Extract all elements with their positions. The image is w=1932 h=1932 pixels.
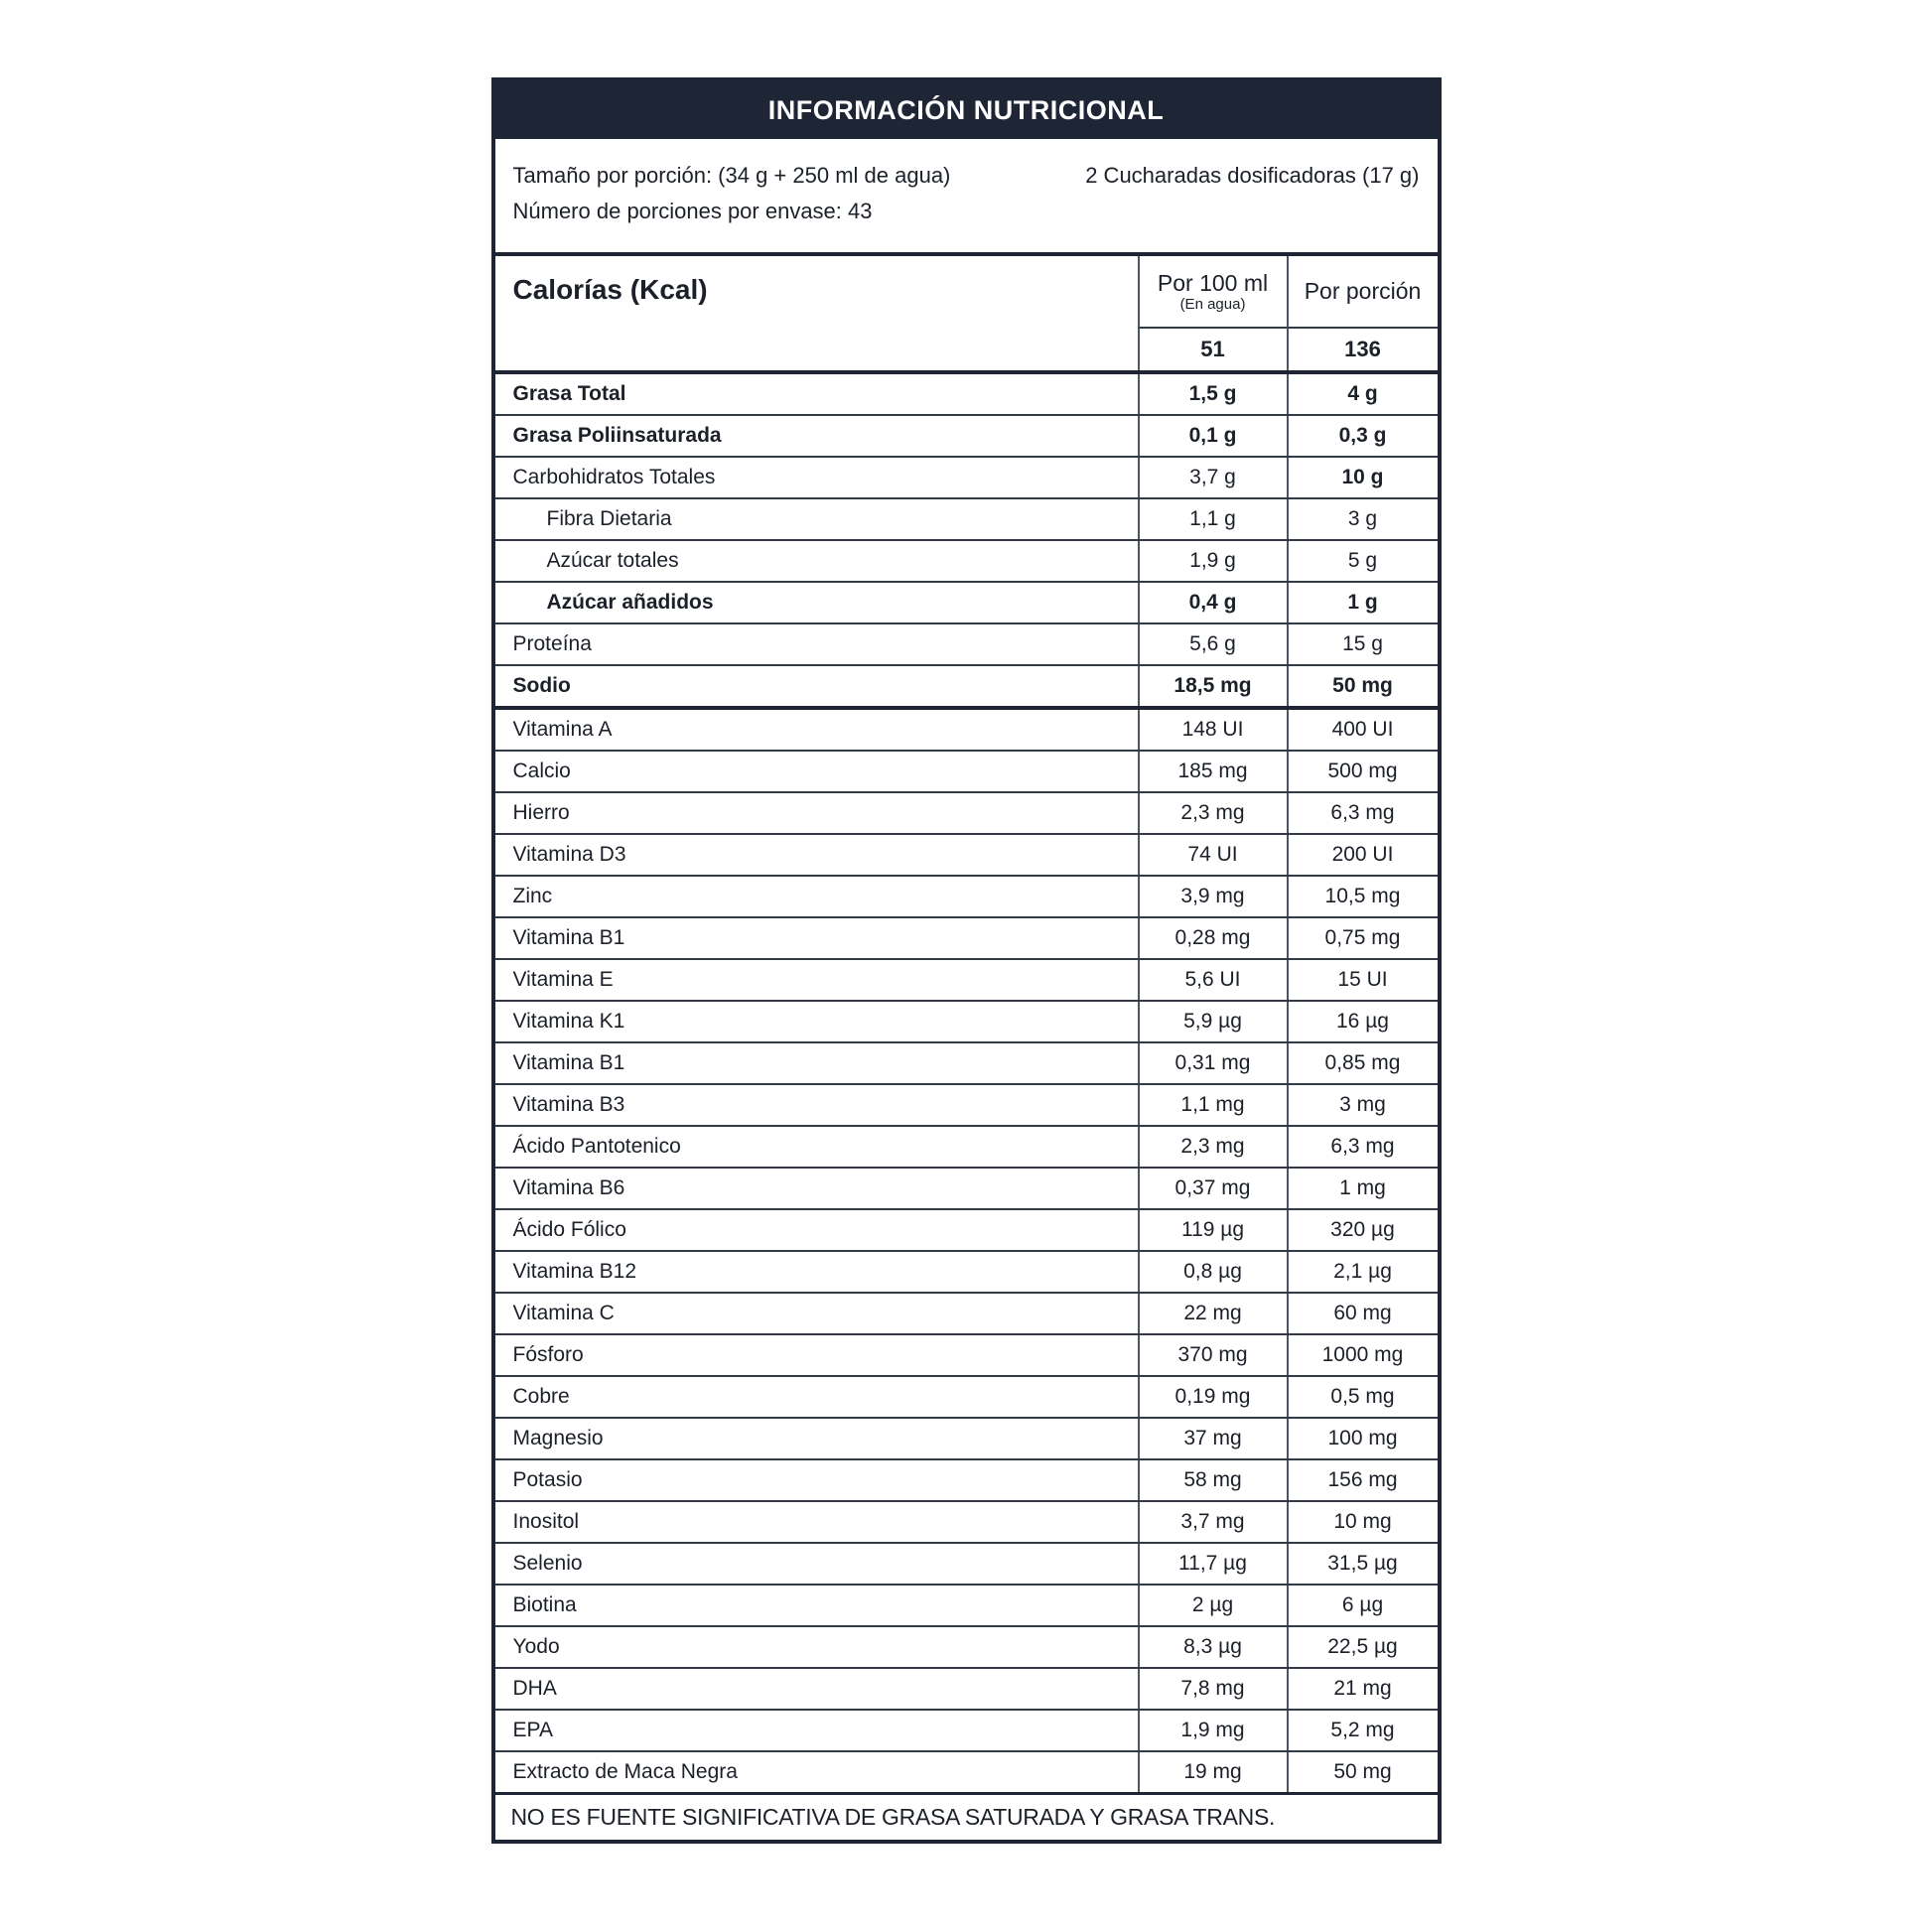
value-per-100ml: 185 mg <box>1138 752 1287 791</box>
per-100ml-header-text: Por 100 ml <box>1157 269 1269 296</box>
nutrient-label: Grasa Poliinsaturada <box>512 424 722 447</box>
servings-per-container-text: Número de porciones por envase: 43 <box>512 199 873 223</box>
nutrient-label: Cobre <box>512 1385 570 1408</box>
value-per-serving: 15 g <box>1287 624 1438 664</box>
rows-container <box>495 374 1438 1792</box>
table-row <box>495 1294 1438 1335</box>
nutrient-label: Fósforo <box>512 1343 584 1366</box>
table-row <box>495 1002 1438 1043</box>
value-per-100ml: 2,3 mg <box>1138 1127 1287 1167</box>
nutrient-label: Biotina <box>512 1593 577 1616</box>
value-per-serving: 320 µg <box>1287 1210 1438 1250</box>
table-row <box>495 416 1438 458</box>
nutrient-label: DHA <box>512 1677 557 1700</box>
value-per-100ml: 1,1 g <box>1138 499 1287 539</box>
value-per-100ml: 3,7 mg <box>1138 1502 1287 1542</box>
table-row <box>495 1127 1438 1169</box>
value-per-serving: 4 g <box>1287 374 1438 414</box>
calories-value-per-100ml: 51 <box>1138 327 1287 370</box>
nutrient-label: Magnesio <box>512 1427 604 1449</box>
per-serving-header-text: Por porción <box>1304 278 1422 304</box>
calories-section <box>495 256 1438 374</box>
table-row <box>495 960 1438 1002</box>
nutrient-label: Azúcar totales <box>546 549 679 572</box>
table-row <box>495 583 1438 624</box>
value-per-100ml: 119 µg <box>1138 1210 1287 1250</box>
nutrient-label: Proteína <box>512 632 592 655</box>
value-per-serving: 22,5 µg <box>1287 1627 1438 1667</box>
serving-line-1 <box>513 163 1420 189</box>
table-row <box>495 877 1438 918</box>
nutrient-label: Vitamina B3 <box>512 1093 625 1116</box>
table-row <box>495 1752 1438 1792</box>
value-per-100ml: 8,3 µg <box>1138 1627 1287 1667</box>
value-per-100ml: 19 mg <box>1138 1752 1287 1792</box>
value-per-serving: 21 mg <box>1287 1669 1438 1709</box>
table-title-bar <box>495 81 1438 139</box>
value-per-100ml: 5,6 g <box>1138 624 1287 664</box>
table-row <box>495 918 1438 960</box>
scoops-text: 2 Cucharadas dosificadoras (17 g) <box>1085 163 1420 188</box>
table-row <box>495 1586 1438 1627</box>
value-per-100ml: 5,6 UI <box>1138 960 1287 1000</box>
value-per-100ml: 0,31 mg <box>1138 1043 1287 1083</box>
table-row <box>495 710 1438 752</box>
table-row <box>495 1460 1438 1502</box>
calories-value-per-serving: 136 <box>1287 327 1438 370</box>
table-row <box>495 1627 1438 1669</box>
table-row <box>495 835 1438 877</box>
value-per-100ml: 0,37 mg <box>1138 1169 1287 1208</box>
value-per-100ml: 5,9 µg <box>1138 1002 1287 1041</box>
table-row <box>495 1043 1438 1085</box>
portion-size-text: Tamaño por porción: (34 g + 250 ml de agua) <box>512 163 951 188</box>
value-per-serving: 31,5 µg <box>1287 1544 1438 1584</box>
serving-line-2 <box>513 199 1420 224</box>
table-row <box>495 752 1438 793</box>
value-per-100ml: 3,7 g <box>1138 458 1287 497</box>
table-title: INFORMACIÓN NUTRICIONAL <box>767 94 1165 125</box>
table-row <box>495 1210 1438 1252</box>
nutrient-label: Vitamina B1 <box>512 1051 625 1074</box>
nutrient-label: Vitamina B12 <box>512 1260 637 1283</box>
value-per-100ml: 0,8 µg <box>1138 1252 1287 1292</box>
table-row <box>495 1252 1438 1294</box>
value-per-serving: 50 mg <box>1287 1752 1438 1792</box>
nutrient-label: Carbohidratos Totales <box>512 466 716 488</box>
value-per-serving: 10 mg <box>1287 1502 1438 1542</box>
nutrient-label: Yodo <box>512 1635 560 1658</box>
nutrient-label: Vitamina E <box>512 968 614 991</box>
nutrient-label: Ácido Pantotenico <box>512 1135 681 1158</box>
value-per-serving: 500 mg <box>1287 752 1438 791</box>
value-per-serving: 0,3 g <box>1287 416 1438 456</box>
nutrient-label: Vitamina B6 <box>512 1176 625 1199</box>
value-per-serving: 2,1 µg <box>1287 1252 1438 1292</box>
value-per-100ml: 2 µg <box>1138 1586 1287 1625</box>
nutrient-label: Potasio <box>512 1468 583 1491</box>
value-per-serving: 1 mg <box>1287 1169 1438 1208</box>
value-per-100ml: 74 UI <box>1138 835 1287 875</box>
value-per-serving: 6,3 mg <box>1287 1127 1438 1167</box>
value-per-100ml: 0,4 g <box>1138 583 1287 622</box>
footer-note <box>495 1792 1438 1840</box>
value-per-100ml: 37 mg <box>1138 1419 1287 1458</box>
nutrient-label: Vitamina K1 <box>512 1010 625 1033</box>
nutrient-label: Azúcar añadidos <box>546 591 714 614</box>
nutrient-label: Zinc <box>512 885 553 907</box>
value-per-100ml: 11,7 µg <box>1138 1544 1287 1584</box>
nutrient-label: Extracto de Maca Negra <box>512 1760 738 1783</box>
value-per-serving: 16 µg <box>1287 1002 1438 1041</box>
per-100ml-subheader-text: (En agua) <box>1179 295 1246 313</box>
table-row <box>495 1377 1438 1419</box>
value-per-100ml: 0,19 mg <box>1138 1377 1287 1417</box>
value-per-serving: 400 UI <box>1287 710 1438 750</box>
calories-label: Calorías (Kcal) <box>512 274 708 305</box>
column-header-per-serving <box>1287 256 1438 327</box>
table-row <box>495 624 1438 666</box>
value-per-serving: 10,5 mg <box>1287 877 1438 916</box>
value-per-serving: 0,75 mg <box>1287 918 1438 958</box>
nutrient-label: Grasa Total <box>512 382 626 405</box>
nutrient-label: Hierro <box>512 801 570 824</box>
table-row <box>495 1502 1438 1544</box>
value-per-serving: 10 g <box>1287 458 1438 497</box>
column-header-per-100ml <box>1138 256 1287 327</box>
table-row <box>495 541 1438 583</box>
table-row <box>495 1544 1438 1586</box>
value-per-serving: 200 UI <box>1287 835 1438 875</box>
value-per-100ml: 1,9 mg <box>1138 1711 1287 1750</box>
table-row <box>495 374 1438 416</box>
value-per-serving: 5,2 mg <box>1287 1711 1438 1750</box>
value-per-100ml: 18,5 mg <box>1138 666 1287 706</box>
nutrient-label: EPA <box>512 1719 553 1741</box>
value-per-100ml: 2,3 mg <box>1138 793 1287 833</box>
value-per-serving: 0,85 mg <box>1287 1043 1438 1083</box>
table-row <box>495 1669 1438 1711</box>
value-per-100ml: 0,28 mg <box>1138 918 1287 958</box>
value-per-100ml: 7,8 mg <box>1138 1669 1287 1709</box>
value-per-serving: 50 mg <box>1287 666 1438 706</box>
nutrient-label: Vitamina A <box>512 718 613 741</box>
value-per-serving: 6 µg <box>1287 1586 1438 1625</box>
value-per-serving: 6,3 mg <box>1287 793 1438 833</box>
value-per-serving: 156 mg <box>1287 1460 1438 1500</box>
table-row <box>495 793 1438 835</box>
table-row <box>495 1085 1438 1127</box>
value-per-100ml: 1,9 g <box>1138 541 1287 581</box>
value-per-serving: 0,5 mg <box>1287 1377 1438 1417</box>
nutrient-label: Sodio <box>512 674 571 697</box>
value-per-100ml: 0,1 g <box>1138 416 1287 456</box>
table-row <box>495 1335 1438 1377</box>
table-row <box>495 499 1438 541</box>
nutrition-table <box>491 77 1442 1844</box>
value-per-serving: 5 g <box>1287 541 1438 581</box>
value-per-100ml: 22 mg <box>1138 1294 1287 1333</box>
value-per-100ml: 1,5 g <box>1138 374 1287 414</box>
value-per-serving: 1000 mg <box>1287 1335 1438 1375</box>
value-per-100ml: 3,9 mg <box>1138 877 1287 916</box>
table-row <box>495 666 1438 710</box>
value-per-serving: 3 g <box>1287 499 1438 539</box>
value-per-100ml: 370 mg <box>1138 1335 1287 1375</box>
nutrient-label: Ácido Fólico <box>512 1218 626 1241</box>
table-row <box>495 1711 1438 1752</box>
nutrient-label: Vitamina D3 <box>512 843 626 866</box>
value-per-serving: 1 g <box>1287 583 1438 622</box>
nutrient-label: Inositol <box>512 1510 580 1533</box>
value-per-100ml: 148 UI <box>1138 710 1287 750</box>
table-row <box>495 458 1438 499</box>
nutrient-label: Vitamina B1 <box>512 926 625 949</box>
nutrient-label: Selenio <box>512 1552 583 1575</box>
value-per-100ml: 1,1 mg <box>1138 1085 1287 1125</box>
table-row <box>495 1169 1438 1210</box>
nutrient-label: Vitamina C <box>512 1302 615 1324</box>
value-per-serving: 15 UI <box>1287 960 1438 1000</box>
value-per-serving: 3 mg <box>1287 1085 1438 1125</box>
value-per-serving: 100 mg <box>1287 1419 1438 1458</box>
nutrient-label: Calcio <box>512 759 571 782</box>
footer-note-text: NO ES FUENTE SIGNIFICATIVA DE GRASA SATURADA Y GRASA TRANS. <box>510 1804 1276 1830</box>
value-per-serving: 60 mg <box>1287 1294 1438 1333</box>
serving-info <box>495 139 1438 256</box>
nutrient-label: Fibra Dietaria <box>546 507 672 530</box>
table-row <box>495 1419 1438 1460</box>
value-per-100ml: 58 mg <box>1138 1460 1287 1500</box>
